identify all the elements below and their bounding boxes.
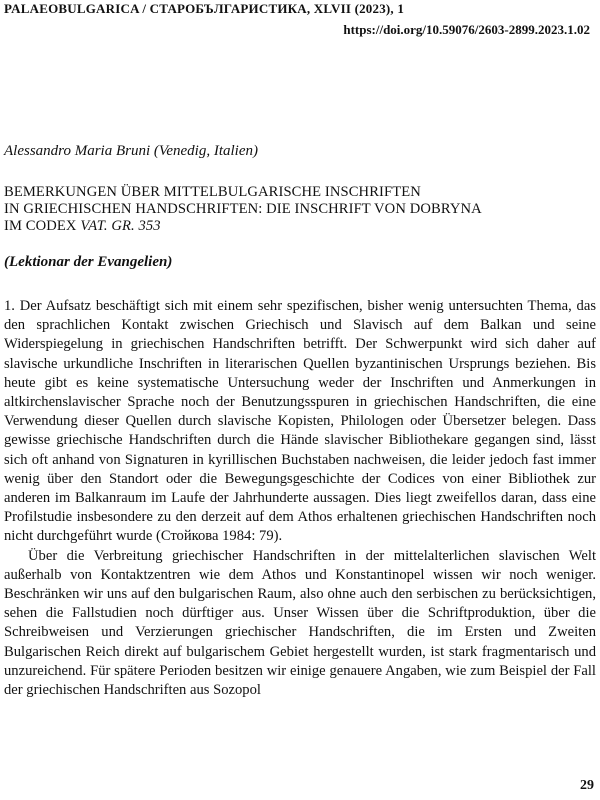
title-line-2: IN GRIECHISCHEN HANDSCHRIFTEN: DIE INSCHRIFT VON DOBRYNA xyxy=(4,201,482,217)
page-number: 29 xyxy=(580,778,594,793)
title-codex-italic: VAT. GR. 353 xyxy=(80,218,161,234)
title-line-1: BEMERKUNGEN ÜBER MITTELBULGARISCHE INSCHRIFTEN xyxy=(4,184,421,200)
article-subtitle: (Lektionar der Evangelien) xyxy=(4,254,173,270)
paragraph-1: 1. Der Aufsatz beschäftigt sich mit einem sehr spezifischen, bisher wenig untersuchten Thema, das den sprachlichen Kontakt zwischen Griechisch und Slavisch auf dem Balkan und seine Widerspiegelung in griechischen Handschriften betrifft. Der Schwerpunkt wird sich daher auf slavische urkundliche Inschriften in literarischen Quellen byzantinischen Ursprungs beziehen. Bis heute gibt es keine systematische Untersuchung weder der Inschriften und Anmerkungen in altkirchenslavischer Sprache noch der Benutzungsspuren in griechischen Handschriften, die eine Verwendung dieser Quellen durch slavische Kopisten, Philologen oder Übersetzer belegen. Dass gewisse griechische Handschriften durch die Hände slavischer Bibliothekare gegangen sind, lässt sich oft anhand von Signaturen in kyrillischen Buchstaben nachweisen, die leider jedoch fast immer wenig über den Standort oder die Bewegungsgeschichte der Codices von einer Bibliothek zur anderen im Balkanraum im Laufe der Jahrhunderte aussagen. Dies liegt zweifellos daran, dass eine Profilstudie insbesondere zu den derzeit auf dem Athos erhaltenen griechischen Handschriften noch nicht durchgeführt wurde (Стойкова 1984: 79). xyxy=(4,298,596,545)
title-line-3 xyxy=(4,218,596,235)
paragraph-2: Über die Verbreitung griechischer Handschriften in der mittelalterlichen slavischen Welt außerhalb von Kontaktzentren wie dem Athos und Konstantinopel wissen wir noch weniger. Beschränken wir uns auf den bulgarischen Raum, also ohne auch den serbischen zu berücksichtigen, sehen die Fallstudien noch dürftiger aus. Unser Wissen über die Schriftproduktion, über die Schreibweisen und Verzierungen griechischer Handschriften, die im Ersten und Zweiten Bulgarischen Reich direkt auf bulgarischem Gebiet hergestellt wurden, ist stark fragmentarisch und unzureichend. Für spätere Perioden besitzen wir einige genauere Angaben, wie zum Beispiel der Fall der griechischen Handschriften aus Sozopol xyxy=(4,547,596,699)
journal-header: PALAEOBULGARICA / СТАРОБЪЛГАРИСТИКА, XLVII (2023), 1 xyxy=(4,1,405,16)
author-line: Alessandro Maria Bruni (Venedig, Italien) xyxy=(4,143,258,159)
title-line-3-prefix: IM CODEX xyxy=(4,218,81,234)
article-title xyxy=(4,184,596,235)
body-text xyxy=(4,297,596,700)
doi-link[interactable]: https://doi.org/10.59076/2603-2899.2023.1.02 xyxy=(343,22,590,37)
